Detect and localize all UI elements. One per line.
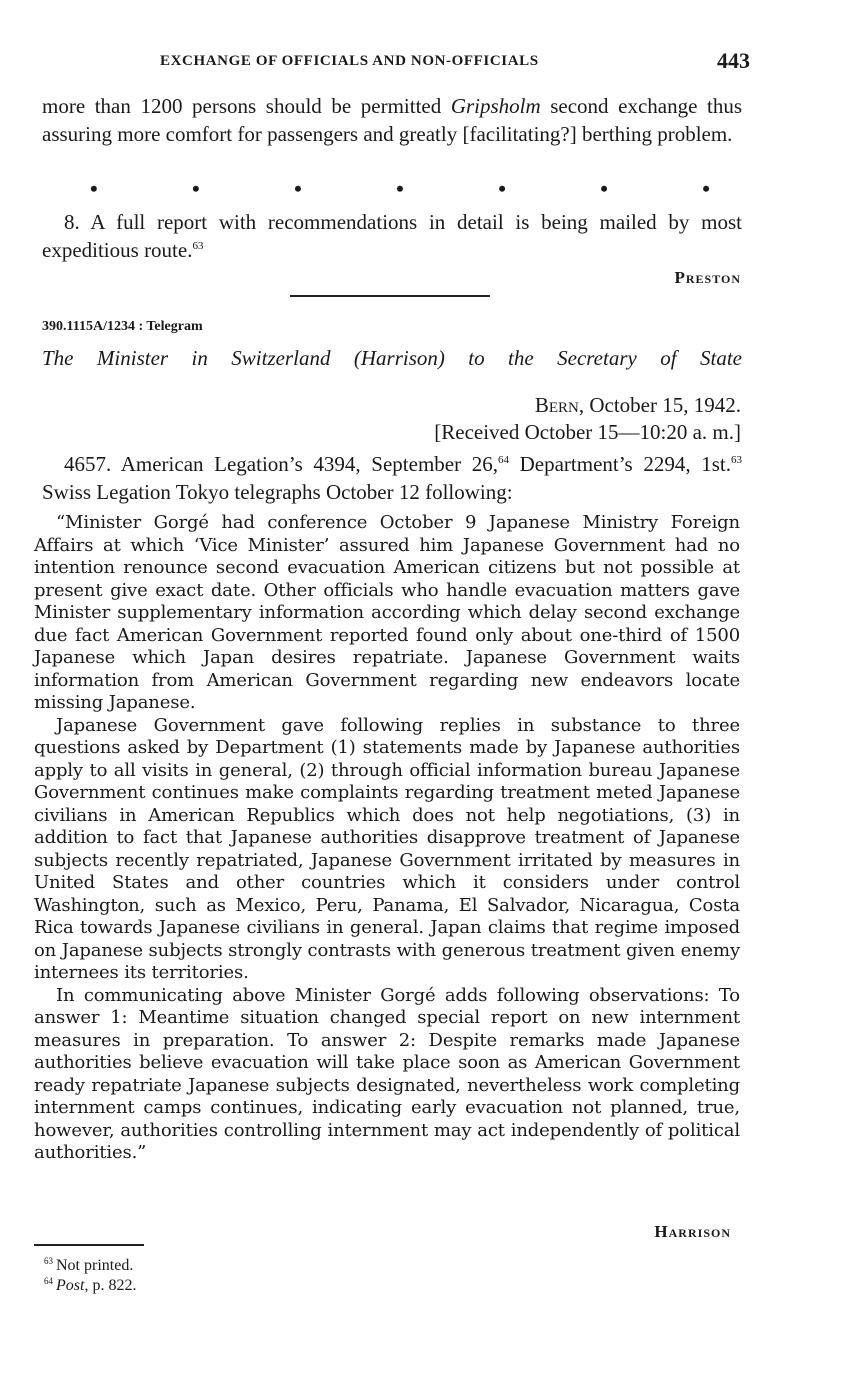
quote-paragraph-2: Japanese Government gave following replies in substance to three questions asked by Department (1) statements made by Japanese authorities apply to all visits in general, (2) through official information bureau Japanese Government continues make complaints regarding treatment meted Japanese civilians in American Republics which does not help negotiations, (3) in addition to fact that Japanese authorities disapprove treatment of Japanese subjects recently repatriated, Japanese Government irritated by measures in United States and other countries which it considers under control Washington, such as Mexico, Peru, Panama, El Salvador, Nicaragua, Costa Rica towards Japanese civilians in general. Japan claims that regime imposed on Japanese subjects strongly contrasts with generous treatment given enemy internees its territories. xyxy=(34,714,740,983)
received-line: [Received October 15—10:20 a. m.] xyxy=(434,420,741,444)
quote-paragraph-1: “Minister Gorgé had conference October 9 Japanese Ministry Foreign Affairs at which ‘Vice Minister’ assured him Japanese Government had no intention renounce second evacuation American citizens but not possible at present give exact date. Other officials who handle evacuation matters gave Minister supplementary information according which delay second exchange due fact American Government reported found only about one-third of 1500 Japanese which Japan desires repatriate. Japanese Government waits information from American Government regarding new endeavors locate missing Japanese. xyxy=(34,512,740,713)
footnote-ital: Post xyxy=(56,1277,85,1294)
ellipsis-dot: • xyxy=(498,176,506,201)
ellipsis-dot: • xyxy=(702,176,710,201)
footnote-ref: 63 xyxy=(192,240,204,252)
intro-text-b: Department’s 2294, 1st. xyxy=(508,452,731,476)
paragraph-8 xyxy=(42,208,742,264)
page-number: 443 xyxy=(717,48,750,73)
telegram-intro xyxy=(42,450,742,506)
file-reference: 390.1115A/1234 : Telegram xyxy=(42,319,203,334)
intro-text-a: 4657. American Legation’s 4394, September 26, xyxy=(64,452,498,476)
continuation-text-post: second exchange thus assuring more comfort for passengers and greatly [facilitating?] berthing problem. xyxy=(42,94,743,146)
dateline-date: , October 15, 1942. xyxy=(578,393,741,417)
dateline xyxy=(535,393,741,418)
section-divider xyxy=(290,295,490,297)
ellipsis-row xyxy=(90,176,710,200)
paragraph-8-text: 8. A full report with recommendations in detail is being mailed by most expeditious route. xyxy=(42,210,742,262)
footnote-divider xyxy=(34,1244,144,1246)
signature-preston: Preston xyxy=(674,268,741,287)
footnote-text: Not printed. xyxy=(56,1257,134,1274)
continuation-text-pre: more than 1200 persons should be permitted xyxy=(42,94,451,118)
running-title: EXCHANGE OF OFFICIALS AND NON-OFFICIALS xyxy=(160,53,539,69)
ellipsis-dot: • xyxy=(90,176,98,201)
intro-text-c: Swiss Legation Tokyo telegraphs October 12 following: xyxy=(42,480,513,504)
ellipsis-dot: • xyxy=(294,176,302,201)
footnotes xyxy=(44,1256,136,1296)
quote-paragraph-3: In communicating above Minister Gorgé adds following observations: To answer 1: Meantime situation changed special report on new internment measures in preparation. To answer 2: Despite remarks made Japanese authorities believe evacuation will take place soon as American Government ready repatriate Japanese subjects designated, nevertheless work completing internment camps continues, indicating early evacuation not planned, true, however, authorities controlling internment may act independently of political authorities.” xyxy=(34,984,740,1163)
ellipsis-dot: • xyxy=(600,176,608,201)
footnote-64 xyxy=(44,1276,136,1296)
footnote-ref: 64 xyxy=(497,454,509,466)
footnote-mark: 64 xyxy=(44,1275,53,1286)
footnote-63 xyxy=(44,1256,136,1276)
signature-harrison: Harrison xyxy=(654,1222,731,1241)
quoted-telegram xyxy=(34,512,740,1165)
continuation-paragraph xyxy=(42,92,742,148)
document-title: The Minister in Switzerland (Harrison) to the Secretary of State xyxy=(42,346,742,370)
ellipsis-dot: • xyxy=(192,176,200,201)
running-header xyxy=(160,50,750,78)
footnote-mark: 63 xyxy=(44,1255,53,1266)
dateline-place: Bern xyxy=(534,393,579,417)
footnote-ref: 63 xyxy=(731,454,742,466)
ship-name: Gripsholm xyxy=(450,94,541,118)
footnote-text: , p. 822. xyxy=(84,1277,137,1294)
ellipsis-dot: • xyxy=(396,176,404,201)
